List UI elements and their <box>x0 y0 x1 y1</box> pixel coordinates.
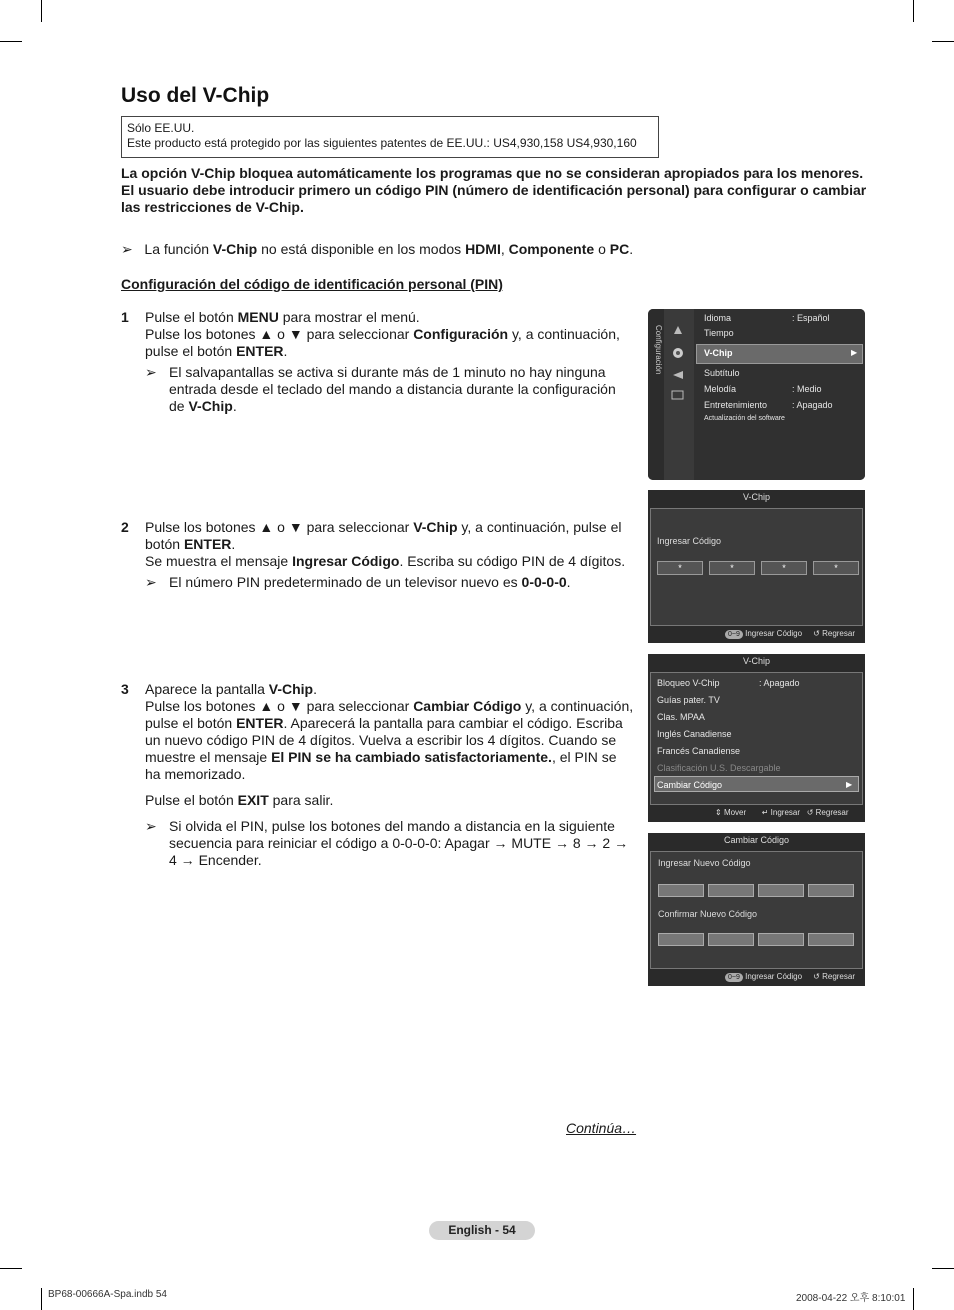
new-code-digit[interactable] <box>708 884 754 897</box>
menu-row-value: : Medio <box>792 384 822 394</box>
page-title: Uso del V-Chip <box>121 84 270 107</box>
confirm-code-digit[interactable] <box>808 933 854 946</box>
change-code-panel <box>650 851 863 969</box>
menu-row[interactable]: Guías pater. TV <box>657 695 720 705</box>
footer-timestamp: 2008-04-22 오후 8:10:01 <box>796 1293 906 1304</box>
vchip-panel <box>650 672 863 805</box>
crop-mark <box>41 1288 42 1310</box>
confirm-code-label: Confirmar Nuevo Código <box>658 909 758 919</box>
arrow-bullet-icon: ➢ <box>121 241 133 257</box>
tv-screen-setup-menu <box>648 309 865 480</box>
new-code-label: Ingresar Nuevo Código <box>658 858 751 868</box>
menu-row-value: : Apagado <box>792 400 833 410</box>
note-line-1: Sólo EE.UU. <box>127 121 195 135</box>
screen-footer: 0~9 Ingresar Código ↺ Regresar <box>725 629 855 639</box>
menu-row[interactable]: Melodía <box>704 384 737 394</box>
tv-screen-change-code <box>648 833 865 986</box>
new-code-digit[interactable] <box>658 884 704 897</box>
step-3: Aparece la pantalla V-Chip. Pulse los botones ▲ o ▼ para seleccionar Cambiar Código y, a continuación, pulse el botón ENTER. Aparecerá la pantalla para cambiar el código. Escriba un nuevo código PIN de 4 dígitos. Vuelva a escribir los 4 dígitos. Cuando se muestre el mensaje El PIN se ha cambiado satisfactoriamente., el PIN se ha memorizado. Pulse el botón EXIT para salir. ➢ Si olvida el PIN, pulse los botones del mando a distancia en la siguiente secuencia para reiniciar el código a 0-0-0-0: Apagar → MUTE → 8 → 2 → 4 → Encender. <box>145 681 634 868</box>
patent-note-box <box>121 116 659 158</box>
confirm-code-digit[interactable] <box>708 933 754 946</box>
arrow-bullet-icon: ➢ <box>145 364 157 380</box>
step-2: Pulse los botones ▲ o ▼ para seleccionar V-Chip y, a continuación, pulse el botón ENTER. Se muestra el mensaje Ingresar Código. Escriba su código PIN de 4 dígitos. ➢ El número PIN predeterminado de un televisor nuevo es 0-0-0-0. <box>145 519 635 591</box>
menu-row[interactable]: Subtítulo <box>704 368 740 378</box>
section-heading: Configuración del código de identificación personal (PIN) <box>121 276 503 292</box>
pin-digit[interactable]: * <box>813 561 859 575</box>
return-icon: ↺ <box>806 808 814 817</box>
arrow-bullet-icon: ➢ <box>145 818 157 834</box>
crop-mark <box>913 0 914 22</box>
crop-mark <box>41 0 42 22</box>
gear-icon <box>671 346 685 360</box>
confirm-code-digit[interactable] <box>658 933 704 946</box>
pin-panel <box>650 508 863 626</box>
crop-mark <box>932 41 954 42</box>
new-code-digit[interactable] <box>758 884 804 897</box>
step-number-1: 1 <box>121 309 129 325</box>
number-keys-icon: 0~9 <box>725 630 743 639</box>
crop-mark <box>0 41 22 42</box>
new-code-digit[interactable] <box>808 884 854 897</box>
menu-row[interactable]: Actualización del software <box>704 415 785 422</box>
screen-footer: 0~9 Ingresar Código ↺ Regresar <box>725 972 855 982</box>
notice-line: ➢ La función V-Chip no está disponible en los modos HDMI, Componente o PC. <box>121 241 634 257</box>
screen-title: V-Chip <box>742 492 770 502</box>
menu-row[interactable]: Idioma <box>704 313 732 323</box>
page-number-badge: English - 54 <box>429 1221 535 1240</box>
menu-row-value: : Español <box>792 313 830 323</box>
pin-digit[interactable]: * <box>761 561 807 575</box>
input-icon <box>672 370 684 380</box>
arrow-bullet-icon: ➢ <box>145 574 157 590</box>
step-2-note: ➢ El número PIN predeterminado de un televisor nuevo es 0-0-0-0. <box>145 574 571 590</box>
note-line-2: Este producto está protegido por las siguientes patentes de EE.UU.: US4,930,158 US4,930,160 <box>127 136 637 150</box>
menu-row[interactable]: Francés Canadiense <box>657 746 741 756</box>
footer-file-info: BP68-00666A-Spa.indb 54 <box>48 1289 167 1300</box>
menu-row-label: Cambiar Código <box>657 780 723 790</box>
tv-screen-vchip-menu <box>648 654 865 822</box>
screen-title: V-Chip <box>742 656 770 666</box>
menu-row[interactable]: Tiempo <box>704 328 734 338</box>
menu-side-label: Configuración <box>654 325 663 375</box>
pin-label: Ingresar Código <box>657 536 722 546</box>
return-icon: ↺ <box>813 629 820 638</box>
menu-row[interactable]: Bloqueo V-Chip <box>657 678 720 688</box>
number-keys-icon: 0~9 <box>725 973 743 982</box>
return-icon: ↺ <box>813 972 820 981</box>
enter-icon: ↵ <box>761 808 769 817</box>
menu-row-disabled: Clasificación U.S. Descargable <box>657 763 781 773</box>
up-down-icon: ⇕ <box>715 808 722 817</box>
right-arrow-icon: ▶ <box>851 348 858 357</box>
step-3-note: ➢ Si olvida el PIN, pulse los botones del mando a distancia en la siguiente secuencia para reiniciar el código a 0-0-0-0: Apagar → MUTE → 8 → 2 → 4 → Encender. <box>145 818 629 868</box>
menu-row[interactable]: Clas. MPAA <box>657 712 705 722</box>
crop-mark <box>0 1268 22 1269</box>
intro-paragraph: La opción V-Chip bloquea automáticamente los programas que no se consideran apropiados para los menores. El usuario debe introducir primero un código PIN (número de identificación personal) para configurar o cambiar las restricciones de V-Chip. <box>121 165 867 215</box>
antenna-icon <box>672 324 684 336</box>
tv-screen-pin-entry <box>648 490 865 643</box>
right-arrow-icon: ▶ <box>846 780 853 789</box>
crop-mark <box>932 1268 954 1269</box>
step-number-2: 2 <box>121 519 129 535</box>
pin-digit[interactable]: * <box>657 561 703 575</box>
crop-mark <box>913 1288 914 1310</box>
screen-footer: ⇕ Mover ↵ Ingresar ↺ Regresar <box>715 808 849 817</box>
menu-row-label: V-Chip <box>704 348 733 358</box>
confirm-code-digit[interactable] <box>758 933 804 946</box>
menu-row[interactable]: Inglés Canadiense <box>657 729 732 739</box>
application-icon <box>671 390 684 400</box>
pin-digit[interactable]: * <box>709 561 755 575</box>
continued-label: Continúa… <box>566 1120 637 1136</box>
step-1: Pulse el botón MENU para mostrar el menú. Pulse los botones ▲ o ▼ para seleccionar Configuración y, a continuación, pulse el botón ENTER. ➢ El salvapantallas se activa si durante más de 1 minuto no hay ninguna entrada desde el teclado del mando a distancia durante la configuración de V-Chip. <box>145 309 635 415</box>
screen-title: Cambiar Código <box>723 835 790 845</box>
menu-row-value: : Apagado <box>759 678 800 688</box>
step-number-3: 3 <box>121 681 129 697</box>
step-1-note: ➢ El salvapantallas se activa si durante más de 1 minuto no hay ninguna entrada desde el teclado del mando a distancia durante la configuración de V-Chip. <box>145 364 616 414</box>
menu-row[interactable]: Entretenimiento <box>704 400 768 410</box>
